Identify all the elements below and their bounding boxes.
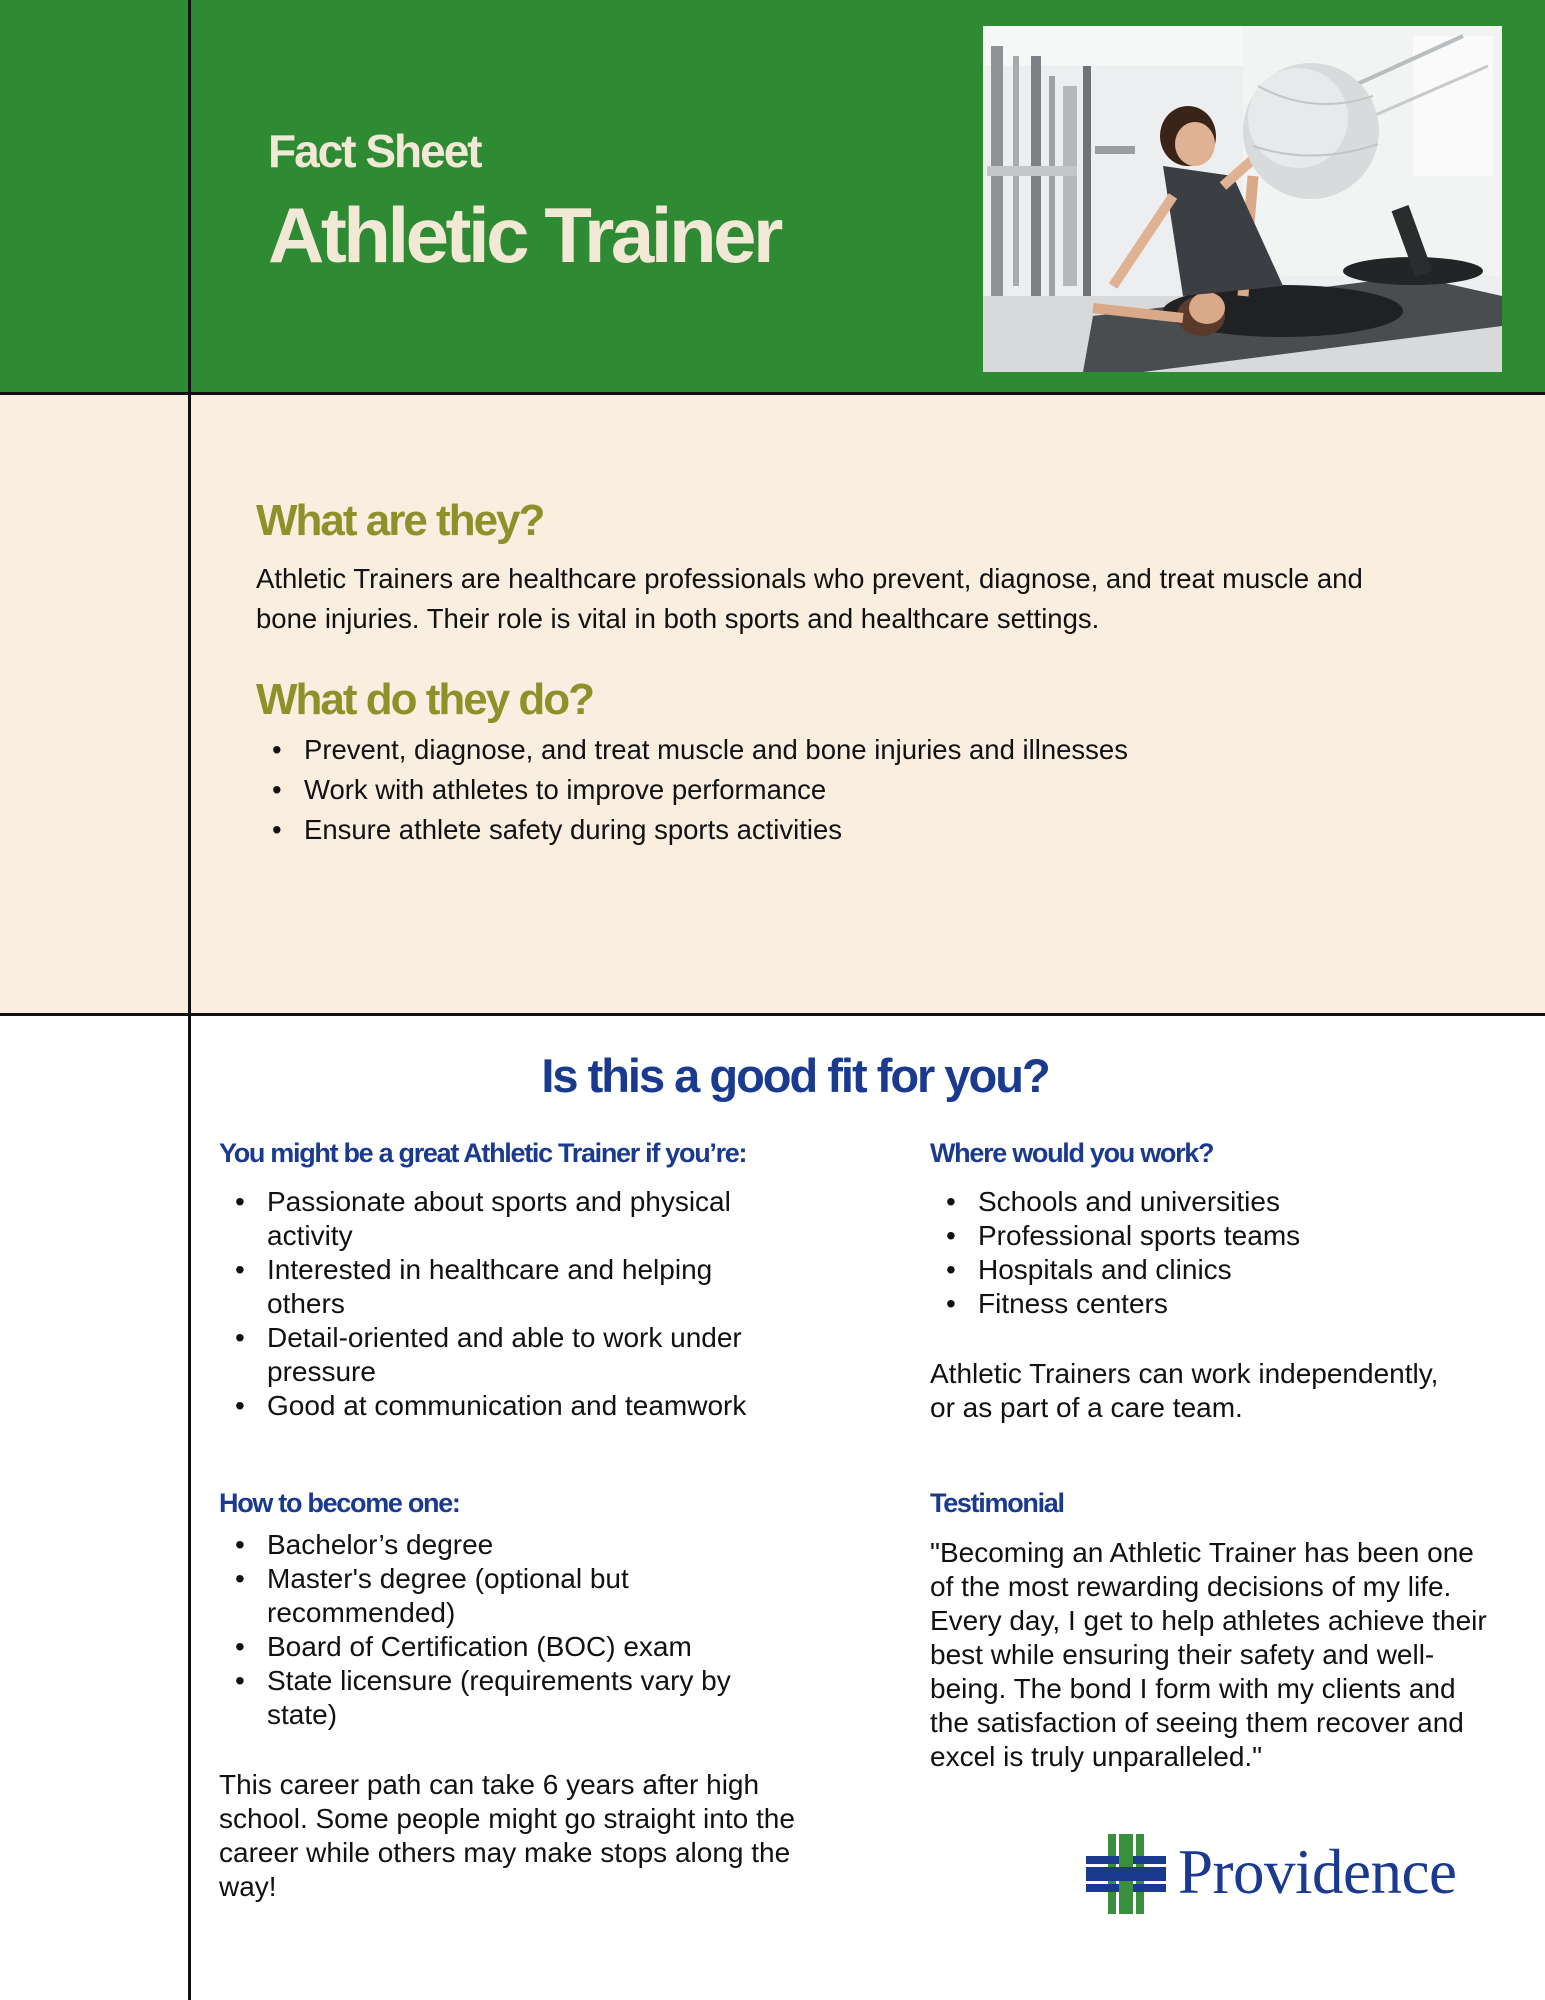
intro-band [0, 394, 1545, 1013]
list-item: • Work with athletes to improve performance [256, 770, 1136, 810]
left-rule [188, 0, 191, 2000]
testimonial-heading: Testimonial [930, 1488, 1064, 1518]
list-item: • Master's degree (optional but recommended) [219, 1562, 799, 1630]
list-item: • Hospitals and clinics [930, 1253, 1470, 1287]
divider-middle [0, 1013, 1545, 1016]
divider-top [0, 392, 1545, 395]
list-item: • Fitness centers [930, 1287, 1470, 1321]
fit-section-title: Is this a good fit for you? [541, 1049, 1049, 1102]
duties-list [256, 730, 1136, 850]
what-are-they-text: Athletic Trainers are healthcare professionals who prevent, diagnose, and treat muscle and bone injuries. Their role is vital in both sports and healthcare settings. [256, 563, 1363, 634]
list-item: • Prevent, diagnose, and treat muscle and bone injuries and illnesses [256, 730, 1136, 770]
trainer-with-exercise-ball-photo [983, 26, 1502, 372]
list-item: • Detail-oriented and able to work under pressure [219, 1321, 779, 1389]
eyebrow-label: Fact Sheet [268, 125, 481, 177]
traits-heading: You might be a great Athletic Trainer if you’re: [219, 1138, 747, 1168]
list-item: • Professional sports teams [930, 1219, 1470, 1253]
become-heading: How to become one: [219, 1488, 460, 1518]
work-heading: Where would you work? [930, 1138, 1214, 1168]
list-item: • Board of Certification (BOC) exam [219, 1630, 799, 1664]
work-list [930, 1185, 1470, 1321]
providence-logo [1086, 1834, 1486, 1924]
list-item: • Good at communication and teamwork [219, 1389, 779, 1423]
providence-wordmark: Providence [1178, 1837, 1457, 1907]
list-item: • Interested in healthcare and helping others [219, 1253, 779, 1321]
providence-cross-icon [1086, 1834, 1166, 1914]
list-item: • Ensure athlete safety during sports activities [256, 810, 1136, 850]
what-are-they-heading: What are they? [256, 496, 544, 545]
list-item: • Schools and universities [930, 1185, 1470, 1219]
list-item: • Passionate about sports and physical activity [219, 1185, 779, 1253]
page-title: Athletic Trainer [268, 191, 780, 279]
list-item: • State licensure (requirements vary by state) [219, 1664, 799, 1732]
what-do-they-do-heading: What do they do? [256, 675, 594, 724]
list-item: • Bachelor’s degree [219, 1528, 799, 1562]
become-list [219, 1528, 799, 1732]
career-path-note: This career path can take 6 years after high school. Some people might go straight into the career while others may make stops along the way! [219, 1769, 795, 1902]
traits-list [219, 1185, 779, 1423]
testimonial-quote: "Becoming an Athletic Trainer has been one of the most rewarding decisions of my life. Every day, I get to help athletes achieve their best while ensuring their safety and well-being. The bond I form with my clients and the satisfaction of seeing them recover and excel is truly unparalleled." [930, 1537, 1487, 1772]
work-note: Athletic Trainers can work independently, or as part of a care team. [930, 1358, 1439, 1423]
